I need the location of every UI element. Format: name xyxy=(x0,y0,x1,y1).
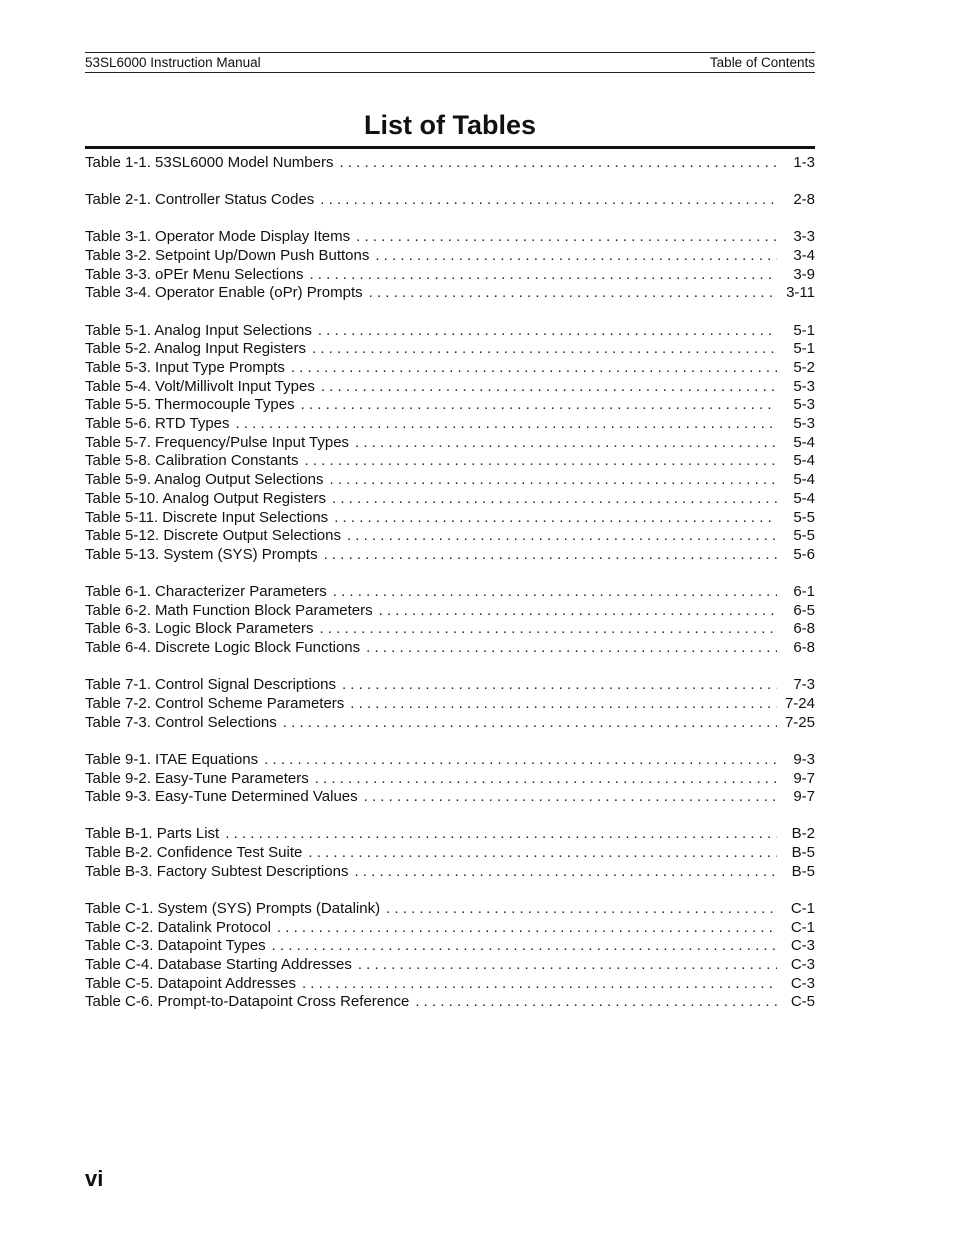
dot-leader xyxy=(415,993,777,1012)
toc-entry-page: C-3 xyxy=(790,974,815,992)
toc-entry-label: Table 3-2. Setpoint Up/Down Push Buttons xyxy=(85,247,370,265)
toc-entry[interactable] xyxy=(85,751,815,770)
toc-entry-label: Table 7-3. Control Selections xyxy=(85,713,277,731)
toc-entry[interactable] xyxy=(85,266,815,285)
toc-entry[interactable] xyxy=(85,490,815,509)
toc-entry[interactable] xyxy=(85,844,815,863)
toc-entry-label: Table 6-3. Logic Block Parameters xyxy=(85,620,314,638)
toc-entry[interactable] xyxy=(85,452,815,471)
toc-entry-label: Table C-2. Datalink Protocol xyxy=(85,918,271,936)
toc-entry-page: 5-4 xyxy=(793,452,815,470)
dot-leader xyxy=(332,490,777,509)
section-title: Table of Contents xyxy=(709,55,815,70)
dot-leader xyxy=(309,266,777,285)
toc-entry-label: Table 5-7. Frequency/Pulse Input Types xyxy=(85,433,350,451)
toc-entry[interactable] xyxy=(85,956,815,975)
toc-entry-page: 7-25 xyxy=(784,713,815,731)
toc-entry-page: 5-4 xyxy=(793,471,815,489)
toc-entry-page: 7-24 xyxy=(784,695,815,712)
table-group xyxy=(85,676,815,732)
toc-entry[interactable] xyxy=(85,676,815,695)
toc-entry[interactable] xyxy=(85,228,815,247)
dot-leader xyxy=(319,620,777,639)
toc-entry-label: Table 7-2. Control Scheme Parameters xyxy=(85,695,345,712)
table-group xyxy=(85,825,815,881)
toc-entry-label: Table 5-2. Analog Input Registers xyxy=(85,340,306,358)
table-group xyxy=(85,322,815,565)
toc-entry-page: B-5 xyxy=(791,844,815,862)
table-group xyxy=(85,900,815,1012)
dot-leader xyxy=(330,471,778,490)
toc-entry-page: 5-5 xyxy=(793,527,815,545)
toc-entry-label: Table 9-1. ITAE Equations xyxy=(85,750,259,768)
toc-entry-page: 3-3 xyxy=(793,228,815,246)
toc-entry-label: Table 5-13. System (SYS) Prompts xyxy=(85,545,318,563)
dot-leader xyxy=(375,247,777,266)
table-list xyxy=(85,154,815,1031)
toc-entry-page: 3-9 xyxy=(793,265,815,283)
toc-entry-label: Table C-5. Datapoint Addresses xyxy=(85,974,296,992)
toc-entry-label: Table C-3. Datapoint Types xyxy=(85,937,266,955)
toc-entry-label: Table 1-1. 53SL6000 Model Numbers xyxy=(85,154,334,171)
toc-entry-page: 6-8 xyxy=(793,639,815,657)
dot-leader xyxy=(324,546,777,565)
toc-entry-label: Table B-2. Confidence Test Suite xyxy=(85,844,303,862)
toc-entry-label: Table 5-5. Thermocouple Types xyxy=(85,396,295,414)
toc-entry-label: Table 9-3. Easy-Tune Determined Values xyxy=(85,788,358,806)
dot-leader xyxy=(321,378,777,397)
toc-entry-label: Table B-1. Parts List xyxy=(85,825,220,843)
toc-entry-page: B-5 xyxy=(791,862,815,880)
toc-entry-page: 5-3 xyxy=(793,415,815,433)
toc-entry-page: C-5 xyxy=(790,993,815,1011)
toc-entry[interactable] xyxy=(85,415,815,434)
dot-leader xyxy=(342,676,777,695)
toc-entry-label: Table 5-9. Analog Output Selections xyxy=(85,471,324,489)
dot-leader xyxy=(318,322,777,341)
toc-entry-page: 9-3 xyxy=(793,750,815,768)
toc-entry[interactable] xyxy=(85,975,815,994)
toc-entry-page: C-3 xyxy=(790,937,815,955)
toc-entry[interactable] xyxy=(85,527,815,546)
toc-entry[interactable] xyxy=(85,284,815,303)
toc-entry[interactable] xyxy=(85,714,815,733)
toc-entry-label: Table 5-12. Discrete Output Selections xyxy=(85,527,341,545)
toc-entry[interactable] xyxy=(85,770,815,789)
table-group xyxy=(85,154,815,173)
dot-leader xyxy=(354,863,777,882)
toc-entry[interactable] xyxy=(85,919,815,938)
toc-entry-label: Table 5-4. Volt/Millivolt Input Types xyxy=(85,377,315,395)
toc-entry[interactable] xyxy=(85,993,815,1012)
toc-entry[interactable] xyxy=(85,602,815,621)
dot-leader xyxy=(334,509,777,528)
table-group xyxy=(85,228,815,303)
table-group xyxy=(85,191,815,210)
page-number: vi xyxy=(85,1166,104,1191)
toc-entry-page: C-1 xyxy=(790,900,815,917)
dot-leader xyxy=(350,695,777,714)
toc-entry[interactable] xyxy=(85,583,815,602)
toc-entry-page: 9-7 xyxy=(793,769,815,787)
dot-leader xyxy=(312,340,777,359)
toc-entry-page: C-1 xyxy=(790,918,815,936)
toc-entry-label: Table 6-1. Characterizer Parameters xyxy=(85,583,327,601)
toc-entry[interactable] xyxy=(85,191,815,210)
dot-leader xyxy=(347,527,777,546)
toc-entry-label: Table B-3. Factory Subtest Descriptions xyxy=(85,862,349,880)
toc-entry[interactable] xyxy=(85,509,815,528)
toc-entry-page: 6-1 xyxy=(793,583,815,601)
toc-entry-page: 5-1 xyxy=(793,321,815,339)
toc-entry-page: 5-2 xyxy=(793,359,815,376)
toc-entry[interactable] xyxy=(85,937,815,956)
manual-title: 53SL6000 Instruction Manual xyxy=(85,55,261,70)
toc-entry-page: 5-1 xyxy=(793,340,815,358)
toc-entry-page: 5-3 xyxy=(793,377,815,395)
dot-leader xyxy=(302,975,777,994)
running-header xyxy=(85,52,815,73)
toc-entry[interactable] xyxy=(85,620,815,639)
dot-leader xyxy=(315,770,777,789)
toc-entry-label: Table 5-8. Calibration Constants xyxy=(85,452,299,470)
toc-entry-page: 7-3 xyxy=(793,676,815,694)
dot-leader xyxy=(283,714,777,733)
toc-entry[interactable] xyxy=(85,322,815,341)
dot-leader xyxy=(291,359,777,378)
toc-entry-label: Table 3-4. Operator Enable (oPr) Prompts xyxy=(85,284,363,302)
toc-entry[interactable] xyxy=(85,378,815,397)
toc-entry-label: Table C-6. Prompt-to-Datapoint Cross Reference xyxy=(85,993,410,1011)
dot-leader xyxy=(320,191,777,210)
dot-leader xyxy=(236,415,777,434)
toc-entry-page: 5-5 xyxy=(793,508,815,526)
toc-entry-page: 1-3 xyxy=(793,154,815,171)
toc-entry[interactable] xyxy=(85,639,815,658)
toc-entry-page: 5-4 xyxy=(793,433,815,451)
toc-entry-page: 6-5 xyxy=(793,601,815,619)
toc-entry[interactable] xyxy=(85,154,815,173)
toc-entry-page: 5-6 xyxy=(793,545,815,563)
toc-entry-label: Table 5-10. Analog Output Registers xyxy=(85,489,326,507)
dot-leader xyxy=(356,228,777,247)
toc-entry[interactable] xyxy=(85,359,815,378)
table-group xyxy=(85,583,815,658)
toc-entry[interactable] xyxy=(85,695,815,714)
toc-entry-label: Table 5-1. Analog Input Selections xyxy=(85,321,312,339)
toc-entry-label: Table C-4. Database Starting Addresses xyxy=(85,956,352,974)
toc-entry[interactable] xyxy=(85,247,815,266)
page-title: List of Tables xyxy=(85,108,815,149)
dot-leader xyxy=(339,154,777,173)
toc-entry-label: Table 5-11. Discrete Input Selections xyxy=(85,508,329,526)
toc-entry-page: 9-7 xyxy=(793,788,815,806)
dot-leader xyxy=(225,825,777,844)
toc-entry-label: Table C-1. System (SYS) Prompts (Datalink) xyxy=(85,900,381,917)
dot-leader xyxy=(364,788,777,807)
toc-entry-label: Table 7-1. Control Signal Descriptions xyxy=(85,676,336,694)
dot-leader xyxy=(301,396,777,415)
toc-entry-page: 3-4 xyxy=(793,247,815,265)
toc-entry-label: Table 3-1. Operator Mode Display Items xyxy=(85,228,351,246)
toc-entry[interactable] xyxy=(85,825,815,844)
toc-entry-page: B-2 xyxy=(791,825,815,843)
toc-entry-label: Table 3-3. oPEr Menu Selections xyxy=(85,265,304,283)
dot-leader xyxy=(366,639,777,658)
toc-entry-label: Table 5-6. RTD Types xyxy=(85,415,230,433)
dot-leader xyxy=(272,937,777,956)
dot-leader xyxy=(369,284,777,303)
dot-leader xyxy=(277,919,777,938)
toc-entry[interactable] xyxy=(85,863,815,882)
toc-entry-label: Table 5-3. Input Type Prompts xyxy=(85,359,285,376)
toc-entry[interactable] xyxy=(85,900,815,919)
dot-leader xyxy=(333,583,777,602)
toc-entry-page: 3-11 xyxy=(786,284,815,302)
toc-entry[interactable] xyxy=(85,340,815,359)
dot-leader xyxy=(304,452,777,471)
toc-entry[interactable] xyxy=(85,434,815,453)
table-group xyxy=(85,751,815,807)
dot-leader xyxy=(264,751,777,770)
toc-entry-label: Table 2-1. Controller Status Codes xyxy=(85,191,315,209)
toc-entry[interactable] xyxy=(85,396,815,415)
toc-entry-label: Table 6-4. Discrete Logic Block Functions xyxy=(85,639,361,657)
dot-leader xyxy=(386,900,777,919)
dot-leader xyxy=(358,956,777,975)
toc-entry[interactable] xyxy=(85,471,815,490)
toc-entry-page: 6-8 xyxy=(793,620,815,638)
toc-entry-page: C-3 xyxy=(790,956,815,974)
toc-entry-page: 5-4 xyxy=(793,489,815,507)
dot-leader xyxy=(355,434,777,453)
toc-entry-label: Table 9-2. Easy-Tune Parameters xyxy=(85,769,309,787)
toc-entry[interactable] xyxy=(85,788,815,807)
toc-entry-page: 5-3 xyxy=(793,396,815,414)
dot-leader xyxy=(379,602,777,621)
toc-entry[interactable] xyxy=(85,546,815,565)
toc-entry-label: Table 6-2. Math Function Block Parameters xyxy=(85,601,373,619)
toc-entry-page: 2-8 xyxy=(793,191,815,209)
dot-leader xyxy=(308,844,777,863)
